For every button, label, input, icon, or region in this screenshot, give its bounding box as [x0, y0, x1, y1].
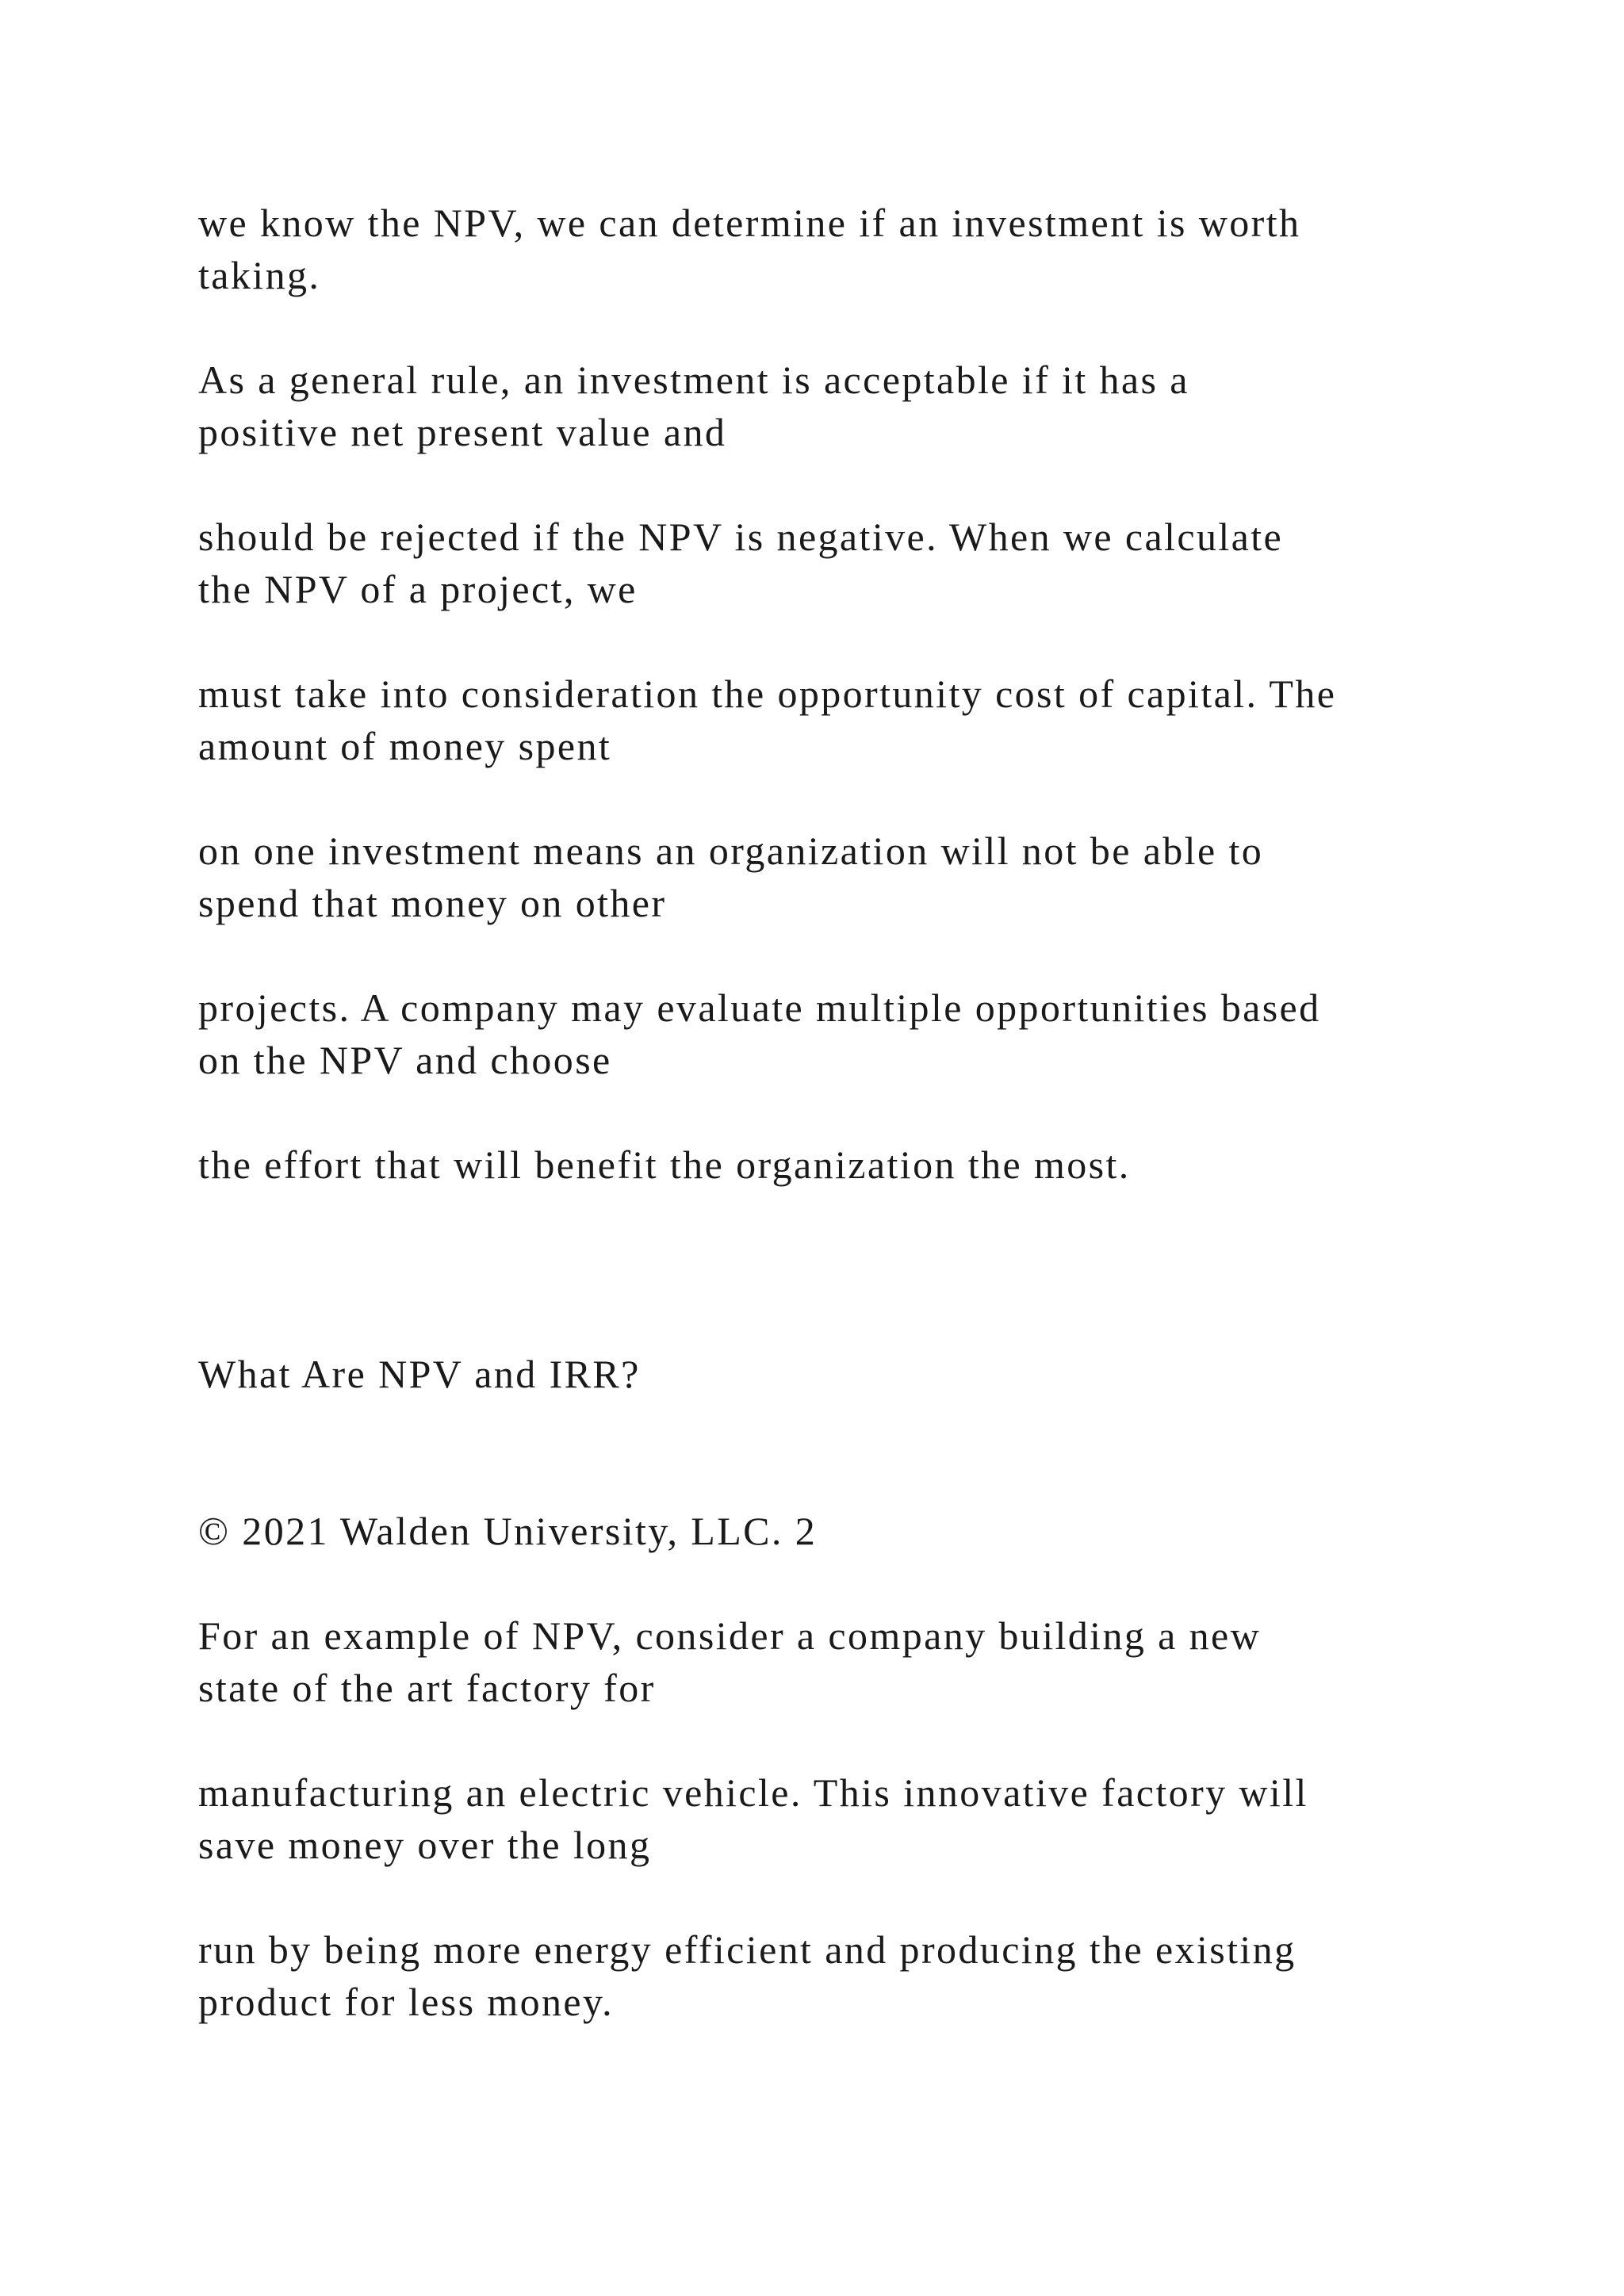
paragraph-multiple-opportunities: [198, 982, 1546, 1086]
heading-line: What Are NPV and IRR?: [198, 1352, 641, 1396]
text-line: the NPV of a project, we: [198, 567, 638, 611]
text-line: state of the art factory for: [198, 1666, 656, 1710]
text-line: positive net present value and: [198, 410, 727, 454]
paragraph-general-rule: [198, 354, 1546, 458]
text-line: must take into consideration the opportunity cost of capital. The: [198, 672, 1337, 716]
text-line: amount of money spent: [198, 724, 612, 768]
text-line: manufacturing an electric vehicle. This innovative factory will: [198, 1770, 1308, 1815]
text-line: spend that money on other: [198, 881, 667, 925]
text-line: should be rejected if the NPV is negative. When we calculate: [198, 515, 1284, 559]
text-line: save money over the long: [198, 1823, 652, 1867]
text-line: projects. A company may evaluate multiple opportunities based: [198, 985, 1321, 1030]
text-line: product for less money.: [198, 1980, 615, 2024]
paragraph-rejected: [198, 511, 1546, 615]
paragraph-electric-vehicle: [198, 1766, 1546, 1871]
text-line: on one investment means an organization will not be able to: [198, 828, 1264, 873]
text-line: run by being more energy efficient and producing the existing: [198, 1927, 1297, 1972]
paragraph-npv-worth: [198, 197, 1546, 301]
paragraph-benefit: [198, 1138, 1546, 1191]
text-line: the effort that will benefit the organization the most.: [198, 1142, 1131, 1187]
text-line: taking.: [198, 253, 321, 297]
paragraph-one-investment: [198, 825, 1546, 929]
text-line: on the NPV and choose: [198, 1038, 612, 1082]
paragraph-opportunity-cost: [198, 668, 1546, 772]
text-line: we know the NPV, we can determine if an investment is worth: [198, 201, 1301, 245]
copyright-line: [198, 1505, 1546, 1557]
section-heading: [198, 1348, 1546, 1400]
text-line: For an example of NPV, consider a company building a new: [198, 1613, 1262, 1658]
paragraph-npv-example: [198, 1609, 1546, 1714]
text-line: As a general rule, an investment is acceptable if it has a: [198, 358, 1189, 402]
paragraph-energy-efficient: [198, 1923, 1546, 2028]
text-line: © 2021 Walden University, LLC. 2: [198, 1509, 818, 1553]
